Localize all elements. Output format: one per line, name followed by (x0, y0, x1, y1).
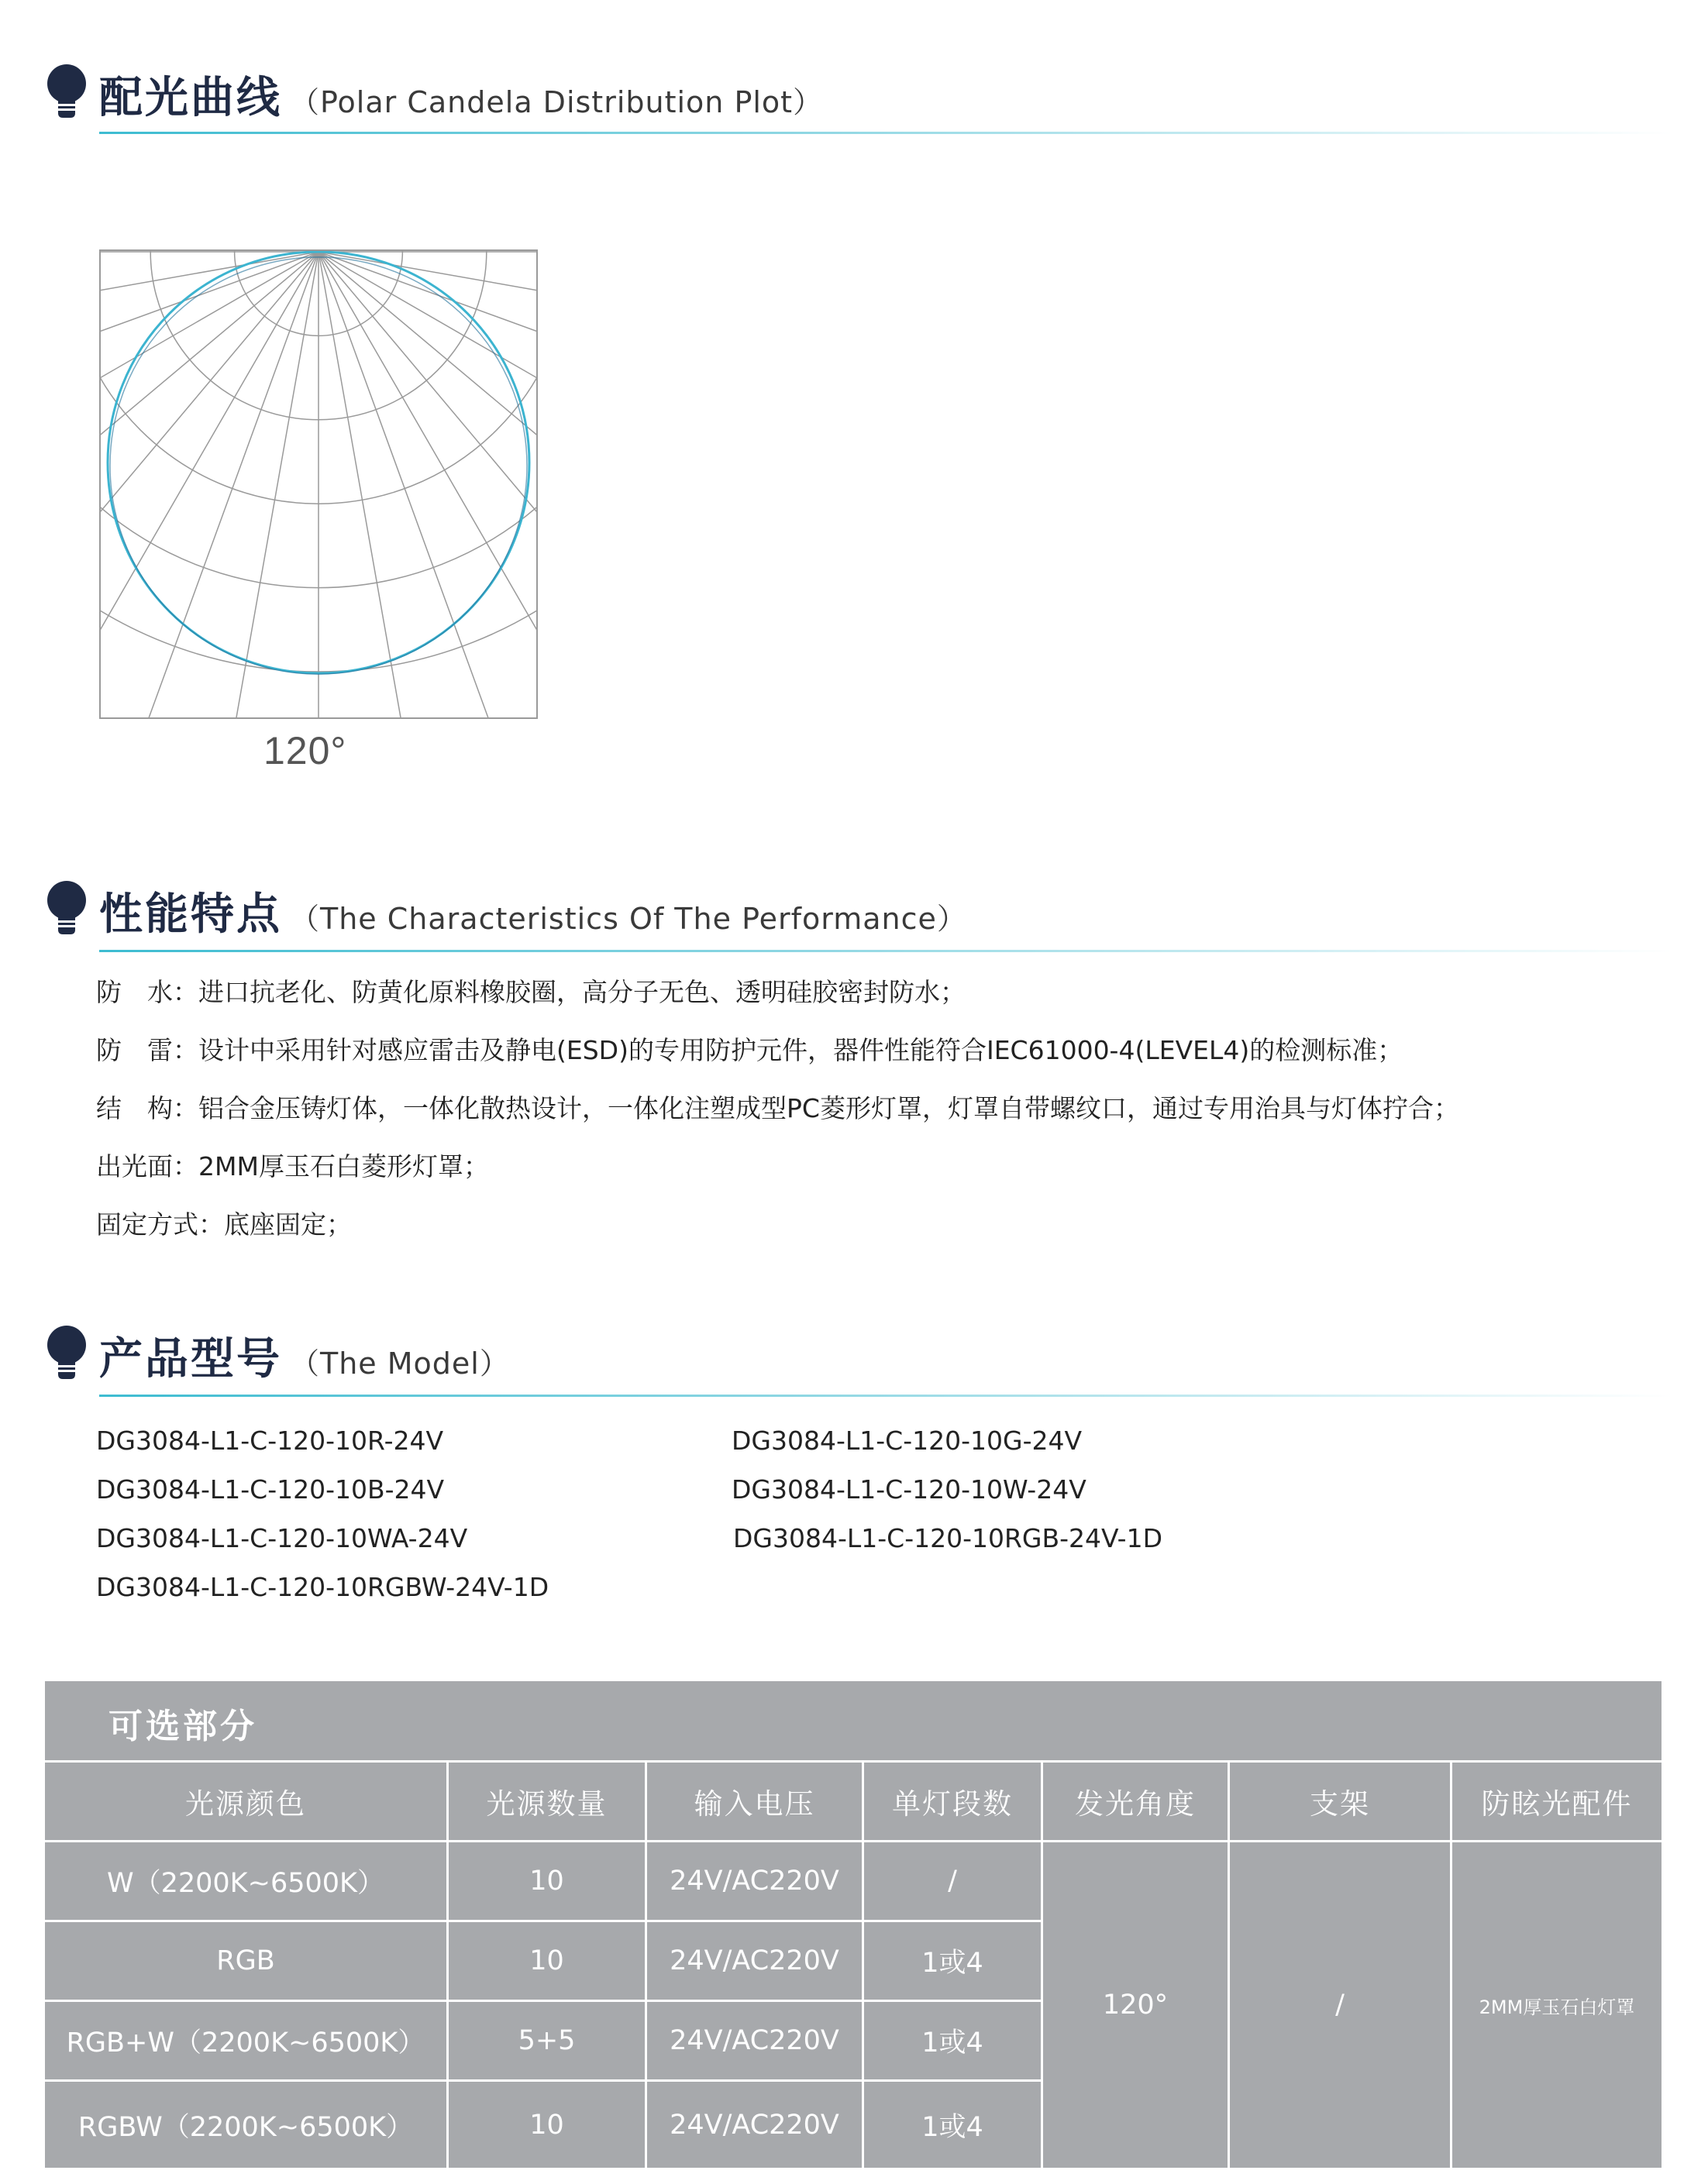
bulb-icon (45, 880, 88, 936)
beam-angle-label: 120° (263, 729, 347, 772)
feature-list (96, 972, 1459, 1263)
section-title: 性能特点 （The Characteristics Of The Performance） (99, 889, 967, 940)
feature-label: 结 构： (96, 1093, 198, 1123)
cell-color: W（2200K~6500K） (45, 1840, 449, 1920)
section-subtitle: （Polar Candela Distribution Plot） (290, 85, 824, 119)
grid-spoke (98, 252, 319, 721)
divider (99, 1395, 1672, 1397)
cell-voltage: 24V/AC220V (647, 1840, 864, 1920)
feature-text: 底座固定； (224, 1209, 352, 1240)
cell-color: RGBW（2200K~6500K） (45, 2079, 449, 2168)
cell-qty: 10 (449, 1840, 647, 1920)
cell-color: RGB (45, 1920, 449, 2000)
feature-item (96, 1089, 1459, 1147)
grid-spoke (319, 252, 539, 600)
cell-bracket: / (1230, 1840, 1452, 2168)
options-table (45, 1681, 1662, 2168)
model-number: DG3084-L1-C-120-10RGBW-24V-1D (96, 1572, 549, 1602)
header-cell: 单灯段数 (864, 1760, 1043, 1840)
header-cell: 支架 (1230, 1760, 1452, 1840)
cell-voltage: 24V/AC220V (647, 2000, 864, 2079)
header-cell: 输入电压 (647, 1760, 864, 1840)
cell-beam-angle: 120° (1043, 1840, 1230, 2168)
grid-spoke (98, 252, 319, 721)
polar-candela-plot (98, 248, 539, 721)
feature-label: 固定方式： (96, 1209, 224, 1240)
cell-segments: / (864, 1840, 1043, 1920)
feature-text: 铝合金压铸灯体，一体化散热设计，一体化注塑成型PC菱形灯罩，灯罩自带螺纹口，通过专用治具与灯体拧合； (198, 1093, 1459, 1123)
grid-spoke (319, 252, 539, 721)
header-cell: 防眩光配件 (1452, 1760, 1662, 1840)
cell-segments: 1或4 (864, 2000, 1043, 2079)
divider (99, 132, 1672, 134)
divider (99, 950, 1672, 952)
grid-spoke (98, 252, 319, 721)
cell-qty: 10 (449, 2079, 647, 2168)
model-number: DG3084-L1-C-120-10R-24V (96, 1426, 444, 1456)
cell-anti-glare: 2MM厚玉石白灯罩 (1452, 1840, 1662, 2168)
header-cell: 光源颜色 (45, 1760, 449, 1840)
section-subtitle: （The Model） (290, 1347, 510, 1381)
section-title: 配光曲线 （Polar Candela Distribution Plot） (99, 73, 824, 123)
feature-item (96, 1205, 1459, 1263)
grid-spoke (198, 252, 319, 721)
grid-spoke (319, 252, 439, 721)
model-number: DG3084-L1-C-120-10W-24V (732, 1474, 1086, 1505)
model-number: DG3084-L1-C-120-10WA-24V (96, 1523, 468, 1553)
feature-text: 2MM厚玉石白菱形灯罩； (198, 1151, 489, 1181)
cell-voltage: 24V/AC220V (647, 2079, 864, 2168)
grid-spoke (319, 252, 539, 721)
section-title: 产品型号 （The Model） (99, 1334, 510, 1384)
feature-item (96, 1030, 1459, 1089)
grid-spoke (98, 252, 319, 600)
header-cell: 光源数量 (449, 1760, 647, 1840)
feature-item (96, 972, 1459, 1030)
feature-text: 进口抗老化、防黄化原料橡胶圈，高分子无色、透明硅胶密封防水； (198, 977, 966, 1007)
feature-text: 设计中采用针对感应雷击及静电(ESD)的专用防护元件，器件性能符合IEC61000-4(LEVEL4)的检测标准； (198, 1035, 1403, 1065)
feature-label: 防 雷： (96, 1035, 198, 1065)
bulb-icon (45, 64, 88, 119)
cell-voltage: 24V/AC220V (647, 1920, 864, 2000)
cell-qty: 10 (449, 1920, 647, 2000)
grid-spoke (319, 252, 539, 490)
model-number: DG3084-L1-C-120-10B-24V (96, 1474, 445, 1505)
cell-color: RGB+W（2200K~6500K） (45, 2000, 449, 2079)
cell-segments: 1或4 (864, 2079, 1043, 2168)
grid-spoke (98, 252, 319, 373)
grid-spoke (98, 252, 319, 490)
cell-qty: 5+5 (449, 2000, 647, 2079)
section-subtitle: （The Characteristics Of The Performance） (290, 902, 967, 936)
feature-label: 出光面： (96, 1151, 198, 1181)
feature-label: 防 水： (96, 977, 198, 1007)
grid-spoke (319, 252, 539, 373)
header-cell: 发光角度 (1043, 1760, 1230, 1840)
feature-item (96, 1147, 1459, 1205)
cell-segments: 1或4 (864, 1920, 1043, 2000)
options-title: 可选部分 (108, 1707, 257, 1746)
model-number: DG3084-L1-C-120-10RGB-24V-1D (733, 1523, 1162, 1553)
grid-spoke (319, 252, 539, 721)
bulb-icon (45, 1325, 88, 1381)
model-number: DG3084-L1-C-120-10G-24V (732, 1426, 1083, 1456)
